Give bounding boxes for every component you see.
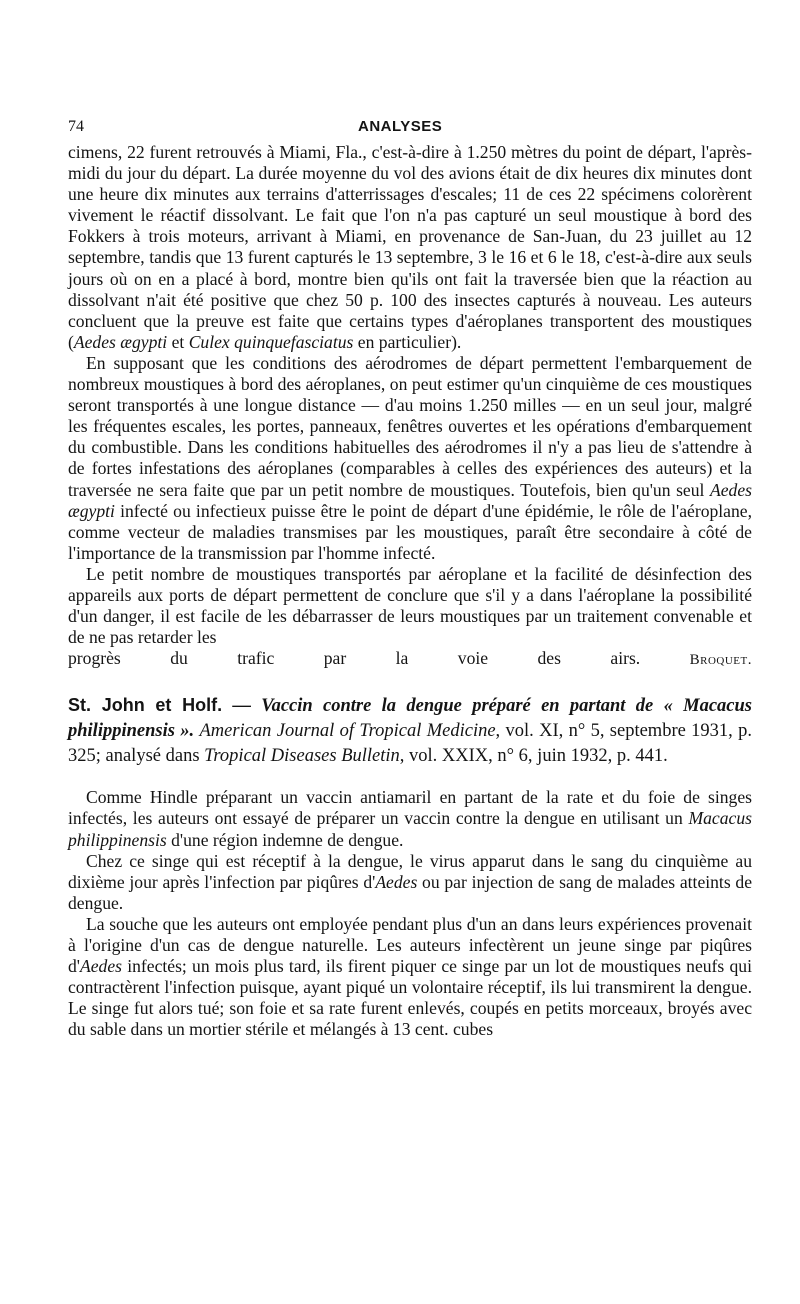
paragraph: cimens, 22 furent retrouvés à Miami, Fla., c'est-à-dire à 1.250 mètres du point de départ, l'après-midi du jour du départ. La durée moyenne du vol des avions était de dix heures dix minutes dont une heure dix minutes aux terrains d'atterrissages d'escales; 11 de ces 22 spécimens colorèrent vivement le réactif dissolvant. Le fait que l'on n'a pas capturé un seul moustique à bord des Fokkers à trois moteurs, arrivant à Miami, en provenance de San-Juan, du 23 juillet au 12 septembre, tandis que 13 furent capturés le 13 septembre, 3 le 16 et 6 le 18, c'est-à-dire aux seuls jours où on en a placé à bord, montre bien qu'ils ont fait la traversée bien que la réaction au dissolvant n'ait été positive que chez 50 p. 100 des insectes capturés à nouveau. Les auteurs concluent que la preuve est faite que certains types d'aéroplanes transportent des moustiques (Aedes ægypti et Culex quinquefasciatus en particulier). (68, 142, 752, 352)
author-signature: Broquet. (689, 652, 752, 669)
paragraph: Chez ce singe qui est réceptif à la dengue, le virus apparut dans le sang du cinquième au dixième jour après l'infection par piqûres d'Aedes ou par injection de sang de malades atteints de dengue. (68, 850, 753, 913)
article-body (68, 787, 752, 1040)
paragraph: Le petit nombre de moustiques transportés par aéroplane et la facilité de désinfection des appareils aux ports de départ permettent de conclure que s'il y a dans l'aéroplane la possibilité d'un danger, il est facile de les débarrasser de leurs moustiques par un traitement convenable et de ne pas retarder les (68, 563, 752, 648)
journal-name: American Journal of Tropical Medicine (199, 721, 496, 742)
bulletin-name: Tropical Diseases Bulletin (204, 746, 400, 767)
paragraph-last-line: progrès du trafic par la voie des airs. Broquet. (68, 648, 752, 669)
previous-article-body (68, 142, 752, 671)
article-title: Vaccin contre la dengue préparé en partant de « Macacus philippinensis ». (68, 696, 753, 742)
paragraph: La souche que les auteurs ont employée pendant plus d'un an dans leurs expériences provenait à l'origine d'un cas de dengue naturelle. Les auteurs infectèrent un jeune singe par piqûres d'Aedes infectés; un mois plus tard, ils firent piquer ce singe par un lot de moustiques neufs qui contractèrent l'infection puisque, ayant piqué un volontaire réceptif, ils lui transmirent la dengue. Le singe fut alors tué; son foie et sa rate furent enlevés, coupés en petits morceaux, broyés avec du sable dans un mortier stérile et mélangés à 13 cent. cubes (68, 913, 752, 1040)
article-authors: St. John et Holf. (68, 695, 223, 716)
running-title: ANALYSES (358, 118, 443, 135)
paragraph: En supposant que les conditions des aérodromes de départ permettent l'embarquement de nombreux moustiques à bord des aéroplanes, on peut estimer qu'un cinquième de ces moustiques seront transportés à une longue distance — d'au moins 1.250 milles — en un seul jour, malgré les fréquentes escales, les portes, panneaux, fenêtres ouvertes et les opérations d'embarquement du combustible. Dans les conditions habituelles des aérodromes il n'y a pas lieu de s'attendre à de fortes infestations des aéroplanes (comparables à celles des expériences des auteurs) et la traversée ne sera faite que par un petit nombre de moustiques. Toutefois, bien qu'un seul Aedes ægypti infecté ou infectieux puisse être le point de départ d'une épidémie, le rôle de l'aéroplane, comme vecteur de maladies transmises par les moustiques, paraît être secondaire à côté de l'importance de la transmission par l'homme infecté. (68, 352, 752, 563)
article-heading: St. John et Holf. — Vaccin contre la dengue préparé en partant de « Macacus philippinensis ». American Journal of Tropical Medicine, vol. XI, n° 5, septembre 1931, p. 325; analysé dans Tropical Diseases Bulletin, vol. XXIX, n° 6, juin 1932, p. 441. (68, 695, 753, 767)
page-number: 74 (68, 118, 84, 135)
paragraph: Comme Hindle préparant un vaccin antiamaril en partant de la rate et du foie de singes infectés, les auteurs ont essayé de préparer un vaccin contre la dengue en utilisant un Macacus philippinensis d'une région indemne de dengue. (68, 787, 752, 850)
page (68, 112, 752, 1040)
page-header (68, 112, 752, 140)
